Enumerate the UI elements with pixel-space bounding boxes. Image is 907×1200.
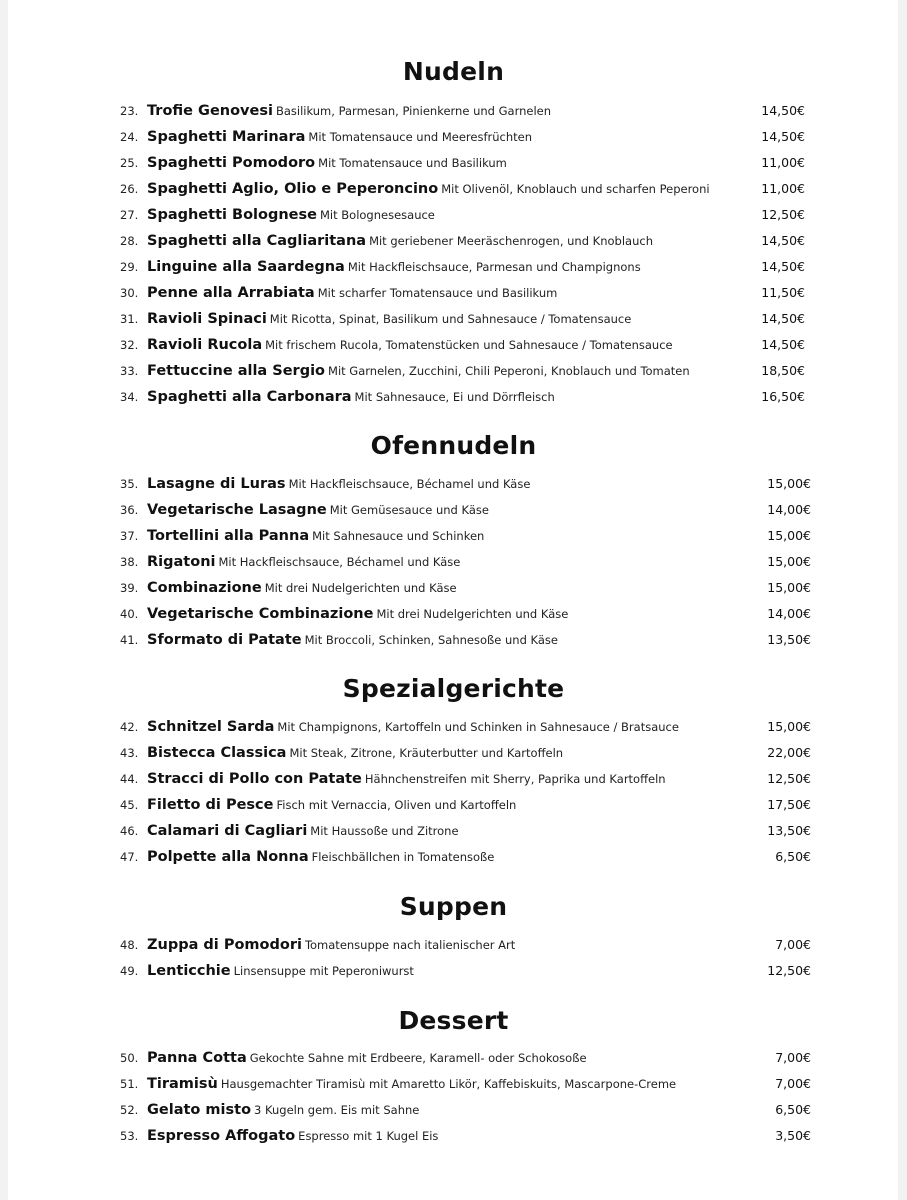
item-description: Basilikum, Parmesan, Pinienkerne und Garnelen (275, 104, 552, 118)
section-title: Nudeln (402, 57, 505, 86)
item-text (147, 125, 532, 148)
item-number: 43. (120, 746, 139, 760)
item-name: Ravioli Rucola (147, 337, 263, 353)
item-price: 18,50€ (761, 363, 805, 378)
item-price: 15,00€ (767, 476, 811, 491)
item-text (147, 229, 653, 252)
item-number: 25. (120, 156, 139, 170)
item-text (147, 602, 568, 625)
item-text (147, 151, 507, 174)
item-description: Mit Gemüsesauce und Käse (329, 503, 489, 517)
item-number: 37. (120, 529, 139, 543)
item-price: 7,00€ (775, 1076, 811, 1091)
item-name: Trofie Genovesi (147, 103, 273, 119)
item-text (147, 1098, 419, 1121)
item-name: Calamari di Cagliari (147, 823, 308, 839)
item-price: 3,50€ (775, 1128, 811, 1143)
item-text (147, 845, 494, 868)
menu-item (8, 229, 898, 255)
item-description: Mit frischem Rucola, Tomatenstücken und Sahnesauce / Tomatensauce (265, 338, 673, 352)
item-price: 11,00€ (761, 181, 805, 196)
menu-item (8, 359, 898, 385)
menu-item (8, 767, 898, 793)
item-text (147, 628, 558, 651)
section-title: Suppen (399, 892, 508, 921)
item-price: 14,50€ (761, 311, 805, 326)
item-number: 40. (120, 607, 139, 621)
item-number: 32. (120, 338, 139, 352)
item-number: 31. (120, 312, 139, 326)
item-price: 16,50€ (761, 389, 805, 404)
menu-item (8, 1072, 898, 1098)
menu-item (8, 151, 898, 177)
item-text (147, 1046, 587, 1069)
item-name: Rigatoni (147, 554, 216, 570)
item-number: 42. (120, 720, 139, 734)
item-text (147, 281, 557, 304)
item-name: Bistecca Classica (147, 745, 287, 761)
item-text (147, 767, 666, 790)
item-text (147, 576, 457, 599)
item-name: Penne alla Arrabiata (147, 285, 315, 301)
item-text (147, 498, 489, 521)
item-description: Mit scharfer Tomatensauce und Basilikum (317, 286, 558, 300)
item-number: 48. (120, 938, 139, 952)
item-price: 15,00€ (767, 528, 811, 543)
item-description: Mit geriebener Meeräschenrogen, und Knoblauch (369, 234, 653, 248)
menu-item (8, 602, 898, 628)
item-price: 15,00€ (767, 580, 811, 595)
item-number: 24. (120, 130, 139, 144)
item-description: Mit Tomatensauce und Basilikum (318, 156, 507, 170)
menu-item (8, 307, 898, 333)
item-number: 53. (120, 1129, 139, 1143)
item-name: Fettuccine alla Sergio (147, 363, 326, 379)
item-number: 46. (120, 824, 139, 838)
menu-item (8, 576, 898, 602)
item-price: 7,00€ (775, 937, 811, 952)
item-name: Spaghetti alla Carbonara (147, 389, 352, 405)
item-number: 38. (120, 555, 139, 569)
item-description: Linsensuppe mit Peperoniwurst (233, 964, 414, 978)
item-price: 17,50€ (767, 797, 811, 812)
item-price: 15,00€ (767, 554, 811, 569)
menu-item (8, 819, 898, 845)
menu-item (8, 472, 898, 498)
menu-item (8, 959, 898, 985)
section-title: Dessert (398, 1006, 509, 1035)
item-number: 33. (120, 364, 139, 378)
item-price: 12,50€ (767, 771, 811, 786)
item-text (147, 1072, 676, 1095)
menu-item (8, 498, 898, 524)
item-price: 6,50€ (775, 1102, 811, 1117)
item-description: Fleischbällchen in Tomatensoße (311, 850, 495, 864)
item-name: Linguine alla Saardegna (147, 259, 345, 275)
item-price: 14,50€ (761, 233, 805, 248)
section-title: Spezialgerichte (342, 674, 565, 703)
item-text (147, 472, 530, 495)
item-price: 11,00€ (761, 155, 805, 170)
item-price: 6,50€ (775, 849, 811, 864)
item-text (147, 255, 641, 278)
item-price: 12,50€ (767, 963, 811, 978)
item-description: Mit Hackfleischsauce, Béchamel und Käse (218, 555, 461, 569)
item-description: Fisch mit Vernaccia, Oliven und Kartoffeln (276, 798, 517, 812)
item-description: Mit Sahnesauce, Ei und Dörrfleisch (354, 390, 555, 404)
item-price: 11,50€ (761, 285, 805, 300)
item-name: Spaghetti Marinara (147, 129, 306, 145)
item-number: 29. (120, 260, 139, 274)
item-price: 14,50€ (761, 259, 805, 274)
menu-item (8, 524, 898, 550)
item-name: Sformato di Patate (147, 632, 302, 648)
item-name: Polpette alla Nonna (147, 849, 309, 865)
item-name: Spaghetti Aglio, Olio e Peperoncino (147, 181, 439, 197)
item-number: 36. (120, 503, 139, 517)
item-description: Mit Hackfleischsauce, Parmesan und Champignons (347, 260, 641, 274)
item-number: 35. (120, 477, 139, 491)
item-name: Ravioli Spinaci (147, 311, 267, 327)
item-description: Mit Steak, Zitrone, Kräuterbutter und Kartoffeln (289, 746, 564, 760)
menu-item (8, 741, 898, 767)
menu-item (8, 203, 898, 229)
item-price: 14,00€ (767, 606, 811, 621)
item-number: 28. (120, 234, 139, 248)
item-text (147, 203, 435, 226)
menu-item (8, 1046, 898, 1072)
item-description: 3 Kugeln gem. Eis mit Sahne (254, 1103, 420, 1117)
item-description: Mit Garnelen, Zucchini, Chili Peperoni, Knoblauch und Tomaten (328, 364, 690, 378)
menu-item (8, 1124, 898, 1150)
item-text (147, 715, 679, 738)
item-price: 12,50€ (761, 207, 805, 222)
item-number: 44. (120, 772, 139, 786)
item-price: 14,50€ (761, 103, 805, 118)
item-name: Gelato misto (147, 1102, 252, 1118)
item-number: 27. (120, 208, 139, 222)
item-text (147, 524, 484, 547)
item-number: 23. (120, 104, 139, 118)
item-name: Stracci di Pollo con Patate (147, 771, 362, 787)
item-number: 39. (120, 581, 139, 595)
item-description: Hähnchenstreifen mit Sherry, Paprika und Kartoffeln (364, 772, 666, 786)
item-text (147, 1124, 438, 1147)
item-price: 14,00€ (767, 502, 811, 517)
item-name: Spaghetti alla Cagliaritana (147, 233, 367, 249)
item-name: Filetto di Pesce (147, 797, 274, 813)
section-title: Ofennudeln (370, 431, 537, 460)
item-number: 51. (120, 1077, 139, 1091)
menu-item (8, 255, 898, 281)
menu-item (8, 550, 898, 576)
item-price: 13,50€ (767, 632, 811, 647)
item-number: 45. (120, 798, 139, 812)
item-text (147, 933, 515, 956)
item-text (147, 307, 631, 330)
item-description: Hausgemachter Tiramisù mit Amaretto Likör, Kaffebiskuits, Mascarpone-Creme (220, 1077, 677, 1091)
item-name: Vegetarische Combinazione (147, 606, 374, 622)
item-description: Mit Hackfleischsauce, Béchamel und Käse (288, 477, 531, 491)
item-number: 52. (120, 1103, 139, 1117)
menu-item (8, 281, 898, 307)
item-text (147, 177, 710, 200)
menu-page (8, 0, 898, 1200)
item-text (147, 359, 690, 382)
item-description: Mit drei Nudelgerichten und Käse (376, 607, 569, 621)
menu-item (8, 333, 898, 359)
item-description: Tomatensuppe nach italienischer Art (304, 938, 516, 952)
item-name: Schnitzel Sarda (147, 719, 275, 735)
item-price: 13,50€ (767, 823, 811, 838)
item-text (147, 819, 459, 842)
item-price: 14,50€ (761, 337, 805, 352)
item-number: 41. (120, 633, 139, 647)
item-name: Tortellini alla Panna (147, 528, 310, 544)
item-price: 7,00€ (775, 1050, 811, 1065)
item-name: Lenticchie (147, 963, 231, 979)
item-name: Combinazione (147, 580, 262, 596)
item-name: Lasagne di Luras (147, 476, 286, 492)
menu-item (8, 1098, 898, 1124)
item-number: 26. (120, 182, 139, 196)
item-name: Zuppa di Pomodori (147, 937, 302, 953)
item-name: Spaghetti Pomodoro (147, 155, 316, 171)
item-description: Mit Champignons, Kartoffeln und Schinken in Sahnesauce / Bratsauce (277, 720, 679, 734)
item-text (147, 959, 414, 982)
item-name: Spaghetti Bolognese (147, 207, 317, 223)
item-description: Mit Broccoli, Schinken, Sahnesoße und Käse (304, 633, 558, 647)
item-text (147, 99, 551, 122)
item-number: 50. (120, 1051, 139, 1065)
item-number: 49. (120, 964, 139, 978)
item-number: 47. (120, 850, 139, 864)
item-price: 15,00€ (767, 719, 811, 734)
item-description: Mit Haussoße und Zitrone (310, 824, 459, 838)
item-description: Gekochte Sahne mit Erdbeere, Karamell- oder Schokosoße (249, 1051, 587, 1065)
item-description: Espresso mit 1 Kugel Eis (298, 1129, 439, 1143)
item-description: Mit Tomatensauce und Meeresfrüchten (308, 130, 532, 144)
item-name: Panna Cotta (147, 1050, 247, 1066)
item-description: Mit Sahnesauce und Schinken (312, 529, 485, 543)
menu-item (8, 99, 898, 125)
item-number: 34. (120, 390, 139, 404)
item-description: Mit drei Nudelgerichten und Käse (264, 581, 457, 595)
menu-item (8, 385, 898, 411)
item-text (147, 741, 563, 764)
item-text (147, 793, 516, 816)
item-text (147, 385, 555, 408)
menu-item (8, 177, 898, 203)
menu-item (8, 715, 898, 741)
menu-item (8, 845, 898, 871)
item-number: 30. (120, 286, 139, 300)
menu-item (8, 933, 898, 959)
item-description: Mit Olivenöl, Knoblauch und scharfen Peperoni (441, 182, 710, 196)
menu-item (8, 628, 898, 654)
item-text (147, 550, 460, 573)
item-price: 22,00€ (767, 745, 811, 760)
menu-item (8, 125, 898, 151)
item-text (147, 333, 673, 356)
item-price: 14,50€ (761, 129, 805, 144)
menu-item (8, 793, 898, 819)
item-description: Mit Bolognesesauce (319, 208, 435, 222)
item-name: Espresso Affogato (147, 1128, 296, 1144)
item-name: Tiramisù (147, 1076, 218, 1092)
item-name: Vegetarische Lasagne (147, 502, 327, 518)
item-description: Mit Ricotta, Spinat, Basilikum und Sahnesauce / Tomatensauce (269, 312, 632, 326)
